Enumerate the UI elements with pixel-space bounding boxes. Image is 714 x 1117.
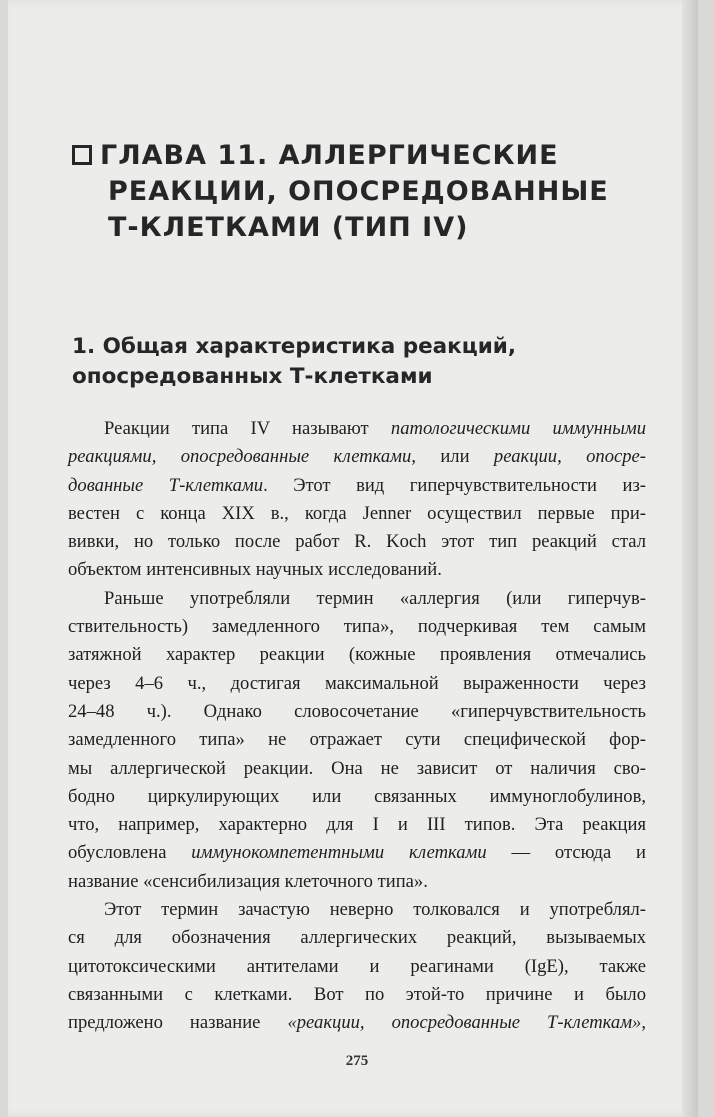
text-line: что, например, характерно для I и III типов. Эта реакция	[68, 814, 646, 836]
chapter-title-line-1: ГЛАВА 11. АЛЛЕРГИЧЕСКИЕ	[72, 138, 632, 174]
text-line: дованные Т-клетками. Этот вид гиперчувствительности из-	[68, 474, 646, 496]
text-line: мы аллергической реакции. Она не зависит от наличия сво-	[68, 757, 646, 779]
text-line: объектом интенсивных научных исследований.	[68, 559, 442, 581]
section-title-line-1: 1. Общая характеристика реакций,	[72, 334, 516, 359]
chapter-title	[72, 138, 632, 246]
text-line: через 4–6 ч., достигая максимальной выраженности через	[68, 672, 646, 694]
text-line: 24–48 ч.). Однако словосочетание «гиперчувствительность	[68, 700, 646, 722]
checkbox-bullet-icon	[72, 145, 92, 165]
italic-term: иммунокомпетентными клетками	[191, 842, 487, 864]
page-spine-shadow	[682, 0, 698, 1117]
text-line: замедленного типа» не отражает сути специфической фор-	[68, 729, 646, 751]
italic-term: реакциями, опосредованные клетками	[68, 446, 412, 468]
text-line: Раньше употребляли термин «аллергия (или гиперчув-	[104, 587, 646, 609]
italic-term: дованные Т-клетками	[68, 474, 264, 496]
text-line: обусловлена иммунокомпетентными клетками — отсюда и	[68, 842, 647, 864]
body-text	[68, 415, 646, 1038]
chapter-title-line-3: Т-КЛЕТКАМИ (ТИП IV)	[108, 212, 469, 243]
text-line: цитотоксическими антителами и реагинами (IgE), также	[68, 955, 646, 977]
text-line: вивки, но только после работ R. Koch этот тип реакций стал	[68, 531, 646, 553]
italic-term: реакции, опосре-	[493, 446, 646, 468]
text-line: ся для обозначения аллергических реакций, вызываемых	[68, 927, 646, 949]
text-line: связанными с клетками. Вот по этой-то причине и было	[68, 983, 646, 1005]
text-line: Этот термин зачастую неверно толковался и употреблял-	[104, 899, 646, 921]
text-line: бодно циркулирующих или связанных иммуноглобулинов,	[68, 785, 646, 807]
italic-term: «реакции, опосредованные Т-клеткам»	[287, 1012, 642, 1034]
text-line: Реакции типа IV называют патологическими иммунными	[104, 418, 646, 439]
section-title	[72, 332, 652, 392]
text-line: вестен с конца XIX в., когда Jenner осуществил первые при-	[68, 502, 646, 524]
text-line: реакциями, опосредованные клетками, или реакции, опосре-	[68, 446, 646, 468]
text-line: название «сенсибилизация клеточного типа».	[68, 870, 428, 892]
page-number: 275	[345, 1053, 369, 1069]
chapter-title-line-2: РЕАКЦИИ, ОПОСРЕДОВАННЫЕ	[108, 176, 609, 207]
italic-term: патологическими иммунными	[390, 418, 646, 439]
text-line: ствительность) замедленного типа», подчеркивая тем самым	[68, 616, 646, 638]
text-line: предложено название «реакции, опосредованные Т-клеткам»,	[68, 1012, 647, 1034]
text-line: затяжной характер реакции (кожные проявления отмечались	[68, 644, 646, 666]
section-title-line-2: опосредованных Т-клетками	[72, 364, 433, 389]
